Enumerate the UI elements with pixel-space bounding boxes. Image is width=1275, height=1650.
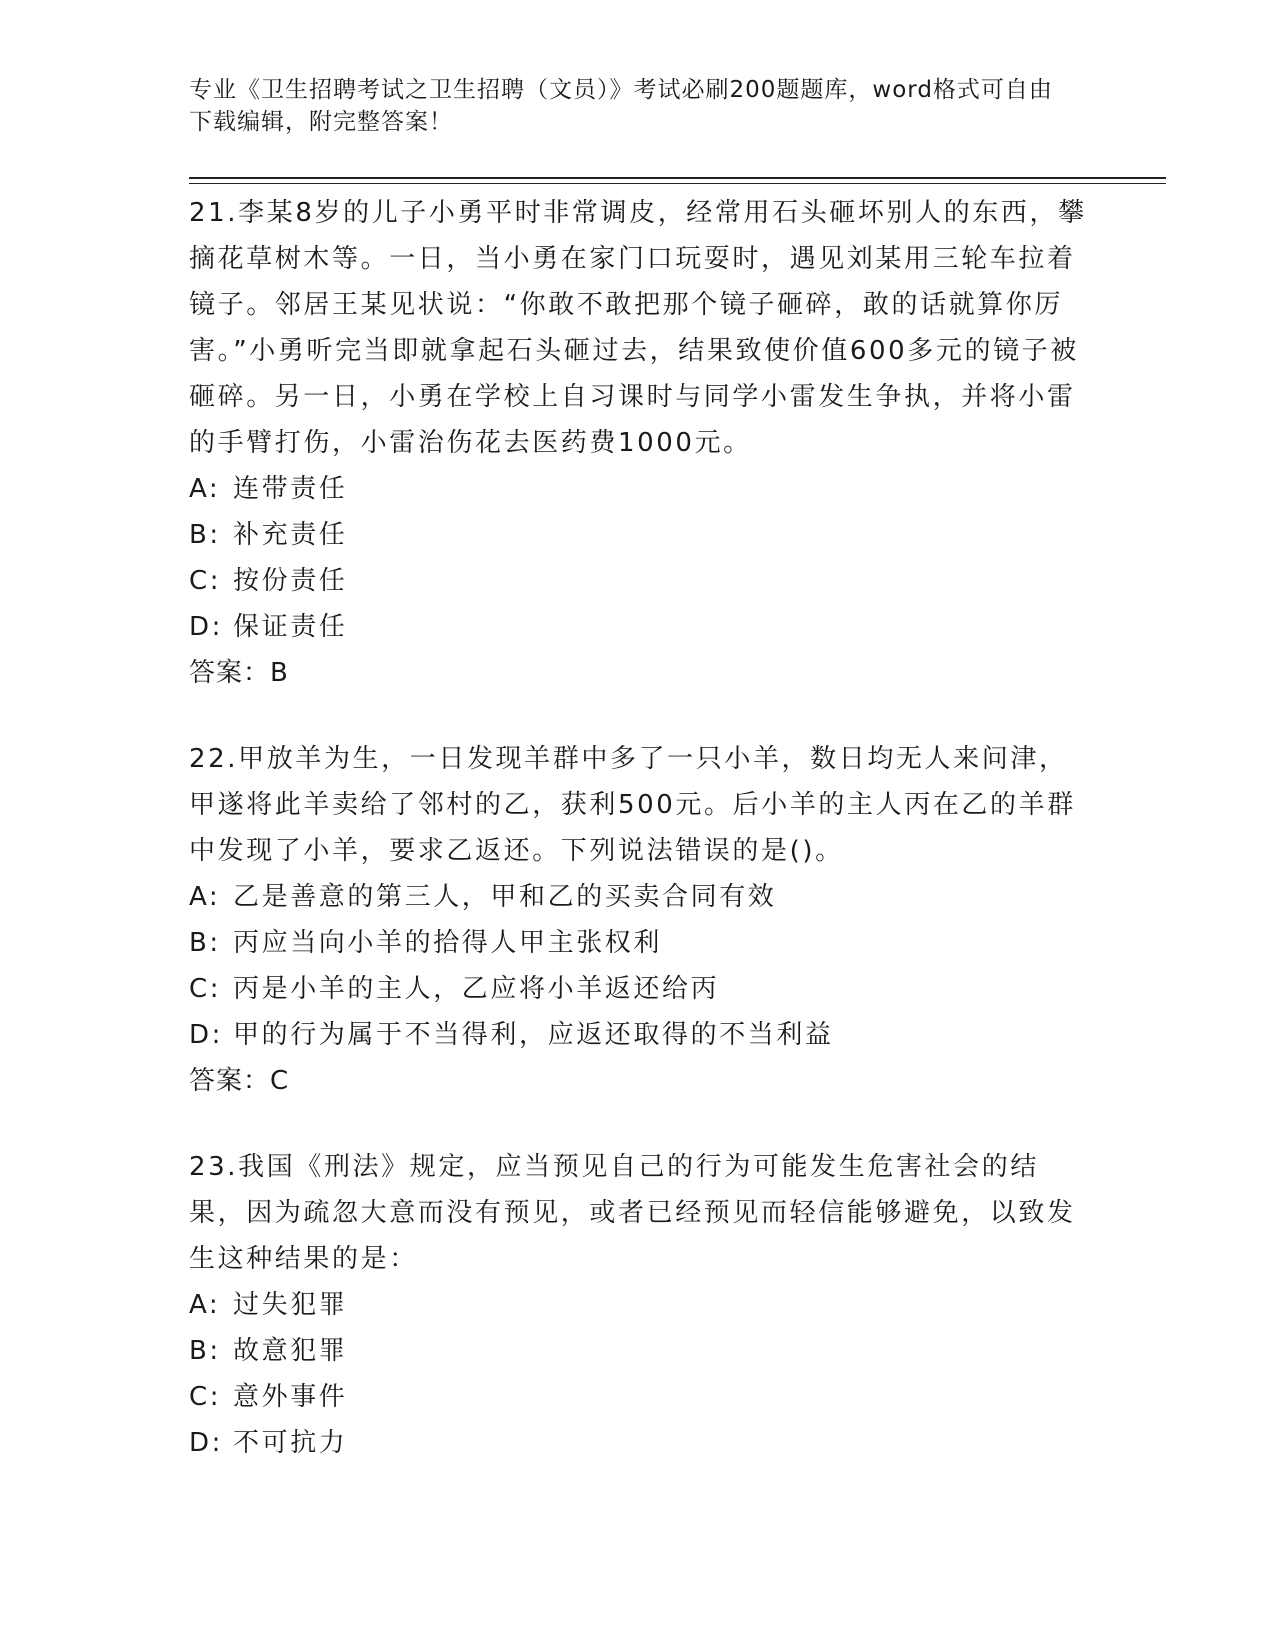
option-d bbox=[189, 1012, 1089, 1058]
option-key: D: bbox=[189, 1428, 223, 1458]
option-a bbox=[189, 874, 1089, 920]
option-key: A: bbox=[189, 1290, 221, 1320]
option-a bbox=[189, 466, 1089, 512]
option-key: C: bbox=[189, 974, 222, 1004]
answer-line: 答案：C bbox=[189, 1066, 290, 1096]
option-text: 保证责任 bbox=[233, 612, 348, 642]
question-22 bbox=[189, 736, 1089, 1104]
option-key: B: bbox=[189, 1336, 221, 1366]
document-header bbox=[189, 74, 1069, 138]
option-text: 按份责任 bbox=[233, 566, 348, 596]
option-key: C: bbox=[189, 1382, 222, 1412]
option-text: 故意犯罪 bbox=[233, 1336, 348, 1366]
option-key: A: bbox=[189, 882, 221, 912]
option-key: B: bbox=[189, 520, 221, 550]
option-text: 补充责任 bbox=[233, 520, 348, 550]
question-list bbox=[189, 190, 1089, 1506]
option-key: B: bbox=[189, 928, 221, 958]
option-d bbox=[189, 1420, 1089, 1466]
header-rule-thin bbox=[189, 183, 1166, 184]
option-a bbox=[189, 1282, 1089, 1328]
option-text: 甲的行为属于不当得利，应返还取得的不当利益 bbox=[233, 1020, 834, 1050]
option-c bbox=[189, 558, 1089, 604]
option-b bbox=[189, 920, 1089, 966]
option-list bbox=[189, 466, 1089, 650]
option-key: D: bbox=[189, 612, 223, 642]
option-key: D: bbox=[189, 1020, 223, 1050]
option-c bbox=[189, 966, 1089, 1012]
question-23 bbox=[189, 1144, 1089, 1466]
option-text: 丙应当向小羊的拾得人甲主张权利 bbox=[233, 928, 663, 958]
option-text: 过失犯罪 bbox=[233, 1290, 348, 1320]
option-c bbox=[189, 1374, 1089, 1420]
option-key: A: bbox=[189, 474, 221, 504]
option-b bbox=[189, 512, 1089, 558]
option-text: 意外事件 bbox=[233, 1382, 348, 1412]
option-key: C: bbox=[189, 566, 222, 596]
option-b bbox=[189, 1328, 1089, 1374]
option-text: 连带责任 bbox=[233, 474, 348, 504]
option-text: 不可抗力 bbox=[233, 1428, 348, 1458]
question-stem: 21.李某8岁的儿子小勇平时非常调皮，经常用石头砸坏别人的东西，攀摘花草树木等。一日，当小勇在家门口玩耍时，遇见刘某用三轮车拉着镜子。邻居王某见状说：“你敢不敢把那个镜子砸碎，敢的话就算你厉害。”小勇听完当即就拿起石头砸过去，结果致使价值600多元的镜子被砸碎。另一日，小勇在学校上自习课时与同学小雷发生争执，并将小雷的手臂打伤，小雷治伤花去医药费1000元。 bbox=[189, 198, 1087, 458]
question-stem: 23.我国《刑法》规定，应当预见自己的行为可能发生危害社会的结果，因为疏忽大意而没有预见，或者已经预见而轻信能够避免，以致发生这种结果的是： bbox=[189, 1152, 1076, 1274]
option-d bbox=[189, 604, 1089, 650]
question-stem: 22.甲放羊为生，一日发现羊群中多了一只小羊，数日均无人来问津，甲遂将此羊卖给了邻村的乙，获利500元。后小羊的主人丙在乙的羊群中发现了小羊，要求乙返还。下列说法错误的是()。 bbox=[189, 744, 1076, 866]
option-list bbox=[189, 874, 1089, 1058]
answer-line: 答案：B bbox=[189, 658, 289, 688]
question-21 bbox=[189, 190, 1089, 696]
header-text: 专业《卫生招聘考试之卫生招聘（文员）》考试必刷200题题库，word格式可自由下载编辑，附完整答案！ bbox=[189, 77, 1053, 135]
option-text: 乙是善意的第三人，甲和乙的买卖合同有效 bbox=[233, 882, 777, 912]
header-rule-thick bbox=[189, 177, 1166, 179]
option-text: 丙是小羊的主人，乙应将小羊返还给丙 bbox=[233, 974, 720, 1004]
option-list bbox=[189, 1282, 1089, 1466]
